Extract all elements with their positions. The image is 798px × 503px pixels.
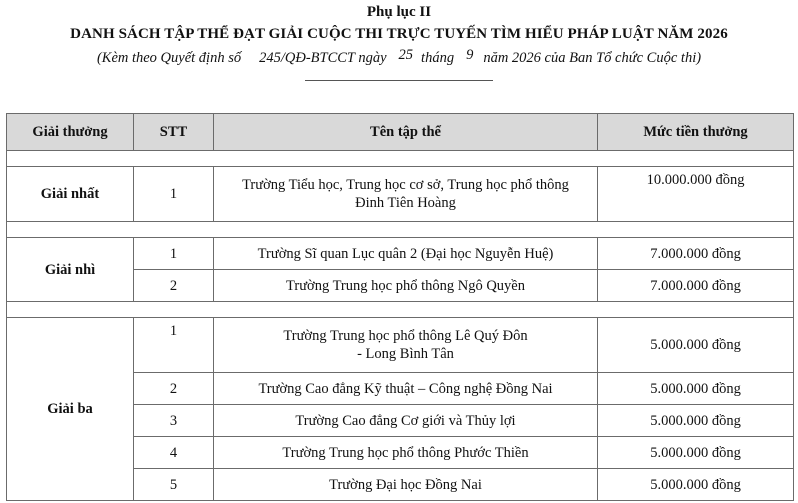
decision-month: 9: [466, 47, 474, 63]
appendix-label: Phụ lục II: [366, 4, 432, 20]
stt-cell: 4: [134, 437, 214, 469]
stt-cell: 1: [134, 167, 214, 222]
amount-cell: 5.000.000 đồng: [598, 405, 794, 437]
column-header-stt: STT: [134, 114, 214, 151]
table-row: [7, 318, 794, 373]
table-row: [7, 238, 794, 270]
spacer-row: [7, 302, 794, 318]
subtitle-ngay: ngày: [358, 50, 387, 66]
stt-cell: 2: [134, 373, 214, 405]
signature-rule: [305, 80, 493, 81]
column-header-amount: Mức tiền thưởng: [598, 114, 794, 151]
amount-cell: 5.000.000 đồng: [598, 437, 794, 469]
name-cell: Trường Trung học phổ thông Phước Thiền: [214, 437, 598, 469]
name-cell: Trường Trung học phổ thông Ngô Quyền: [214, 270, 598, 302]
prize-cell-third: Giải ba: [7, 318, 134, 501]
name-line: Trường Tiểu học, Trung học cơ sở, Trung học phổ thông: [242, 177, 569, 193]
subtitle-thang: tháng: [421, 50, 455, 66]
amount-cell: 5.000.000 đồng: [598, 318, 794, 373]
document-subtitle: [0, 47, 798, 67]
name-cell: [214, 167, 598, 222]
award-table: [6, 113, 794, 501]
column-header-name: Tên tập thể: [214, 114, 598, 151]
amount-cell: 5.000.000 đồng: [598, 469, 794, 501]
spacer-row: [7, 222, 794, 238]
column-header-prize: Giải thưởng: [7, 114, 134, 151]
name-line: Đinh Tiên Hoàng: [355, 195, 456, 211]
name-cell: Trường Sĩ quan Lục quân 2 (Đại học Nguyễn Huệ): [214, 238, 598, 270]
stt-cell: 2: [134, 270, 214, 302]
spacer-row: [7, 151, 794, 167]
amount-cell: 7.000.000 đồng: [598, 238, 794, 270]
name-cell: [214, 318, 598, 373]
stt-cell: 5: [134, 469, 214, 501]
stt-cell: 3: [134, 405, 214, 437]
name-line: - Long Bình Tân: [357, 346, 454, 362]
prize-cell-second: Giải nhì: [7, 238, 134, 302]
name-cell: Trường Đại học Đồng Nai: [214, 469, 598, 501]
name-cell: Trường Cao đẳng Kỹ thuật – Công nghệ Đồng Nai: [214, 373, 598, 405]
table-row: [7, 167, 794, 222]
stt-cell: 1: [134, 318, 214, 373]
amount-cell: 10.000.000 đồng: [598, 167, 794, 222]
subtitle-prefix: (Kèm theo Quyết định số: [96, 50, 242, 66]
name-cell: Trường Cao đẳng Cơ giới và Thủy lợi: [214, 405, 598, 437]
decision-number: 245/QĐ-BTCCT: [259, 50, 355, 66]
amount-cell: 7.000.000 đồng: [598, 270, 794, 302]
subtitle-suffix: năm 2026 của Ban Tổ chức Cuộc thi): [483, 50, 702, 66]
stt-cell: 1: [134, 238, 214, 270]
name-line: Trường Trung học phổ thông Lê Quý Đôn: [283, 328, 528, 344]
table-header-row: [7, 114, 794, 151]
prize-cell-first: Giải nhất: [7, 167, 134, 222]
amount-cell: 5.000.000 đồng: [598, 373, 794, 405]
document-title: DANH SÁCH TẬP THỂ ĐẠT GIẢI CUỘC THI TRỰC TUYẾN TÌM HIỂU PHÁP LUẬT NĂM 2026: [70, 26, 728, 42]
decision-day: 25: [398, 47, 414, 63]
